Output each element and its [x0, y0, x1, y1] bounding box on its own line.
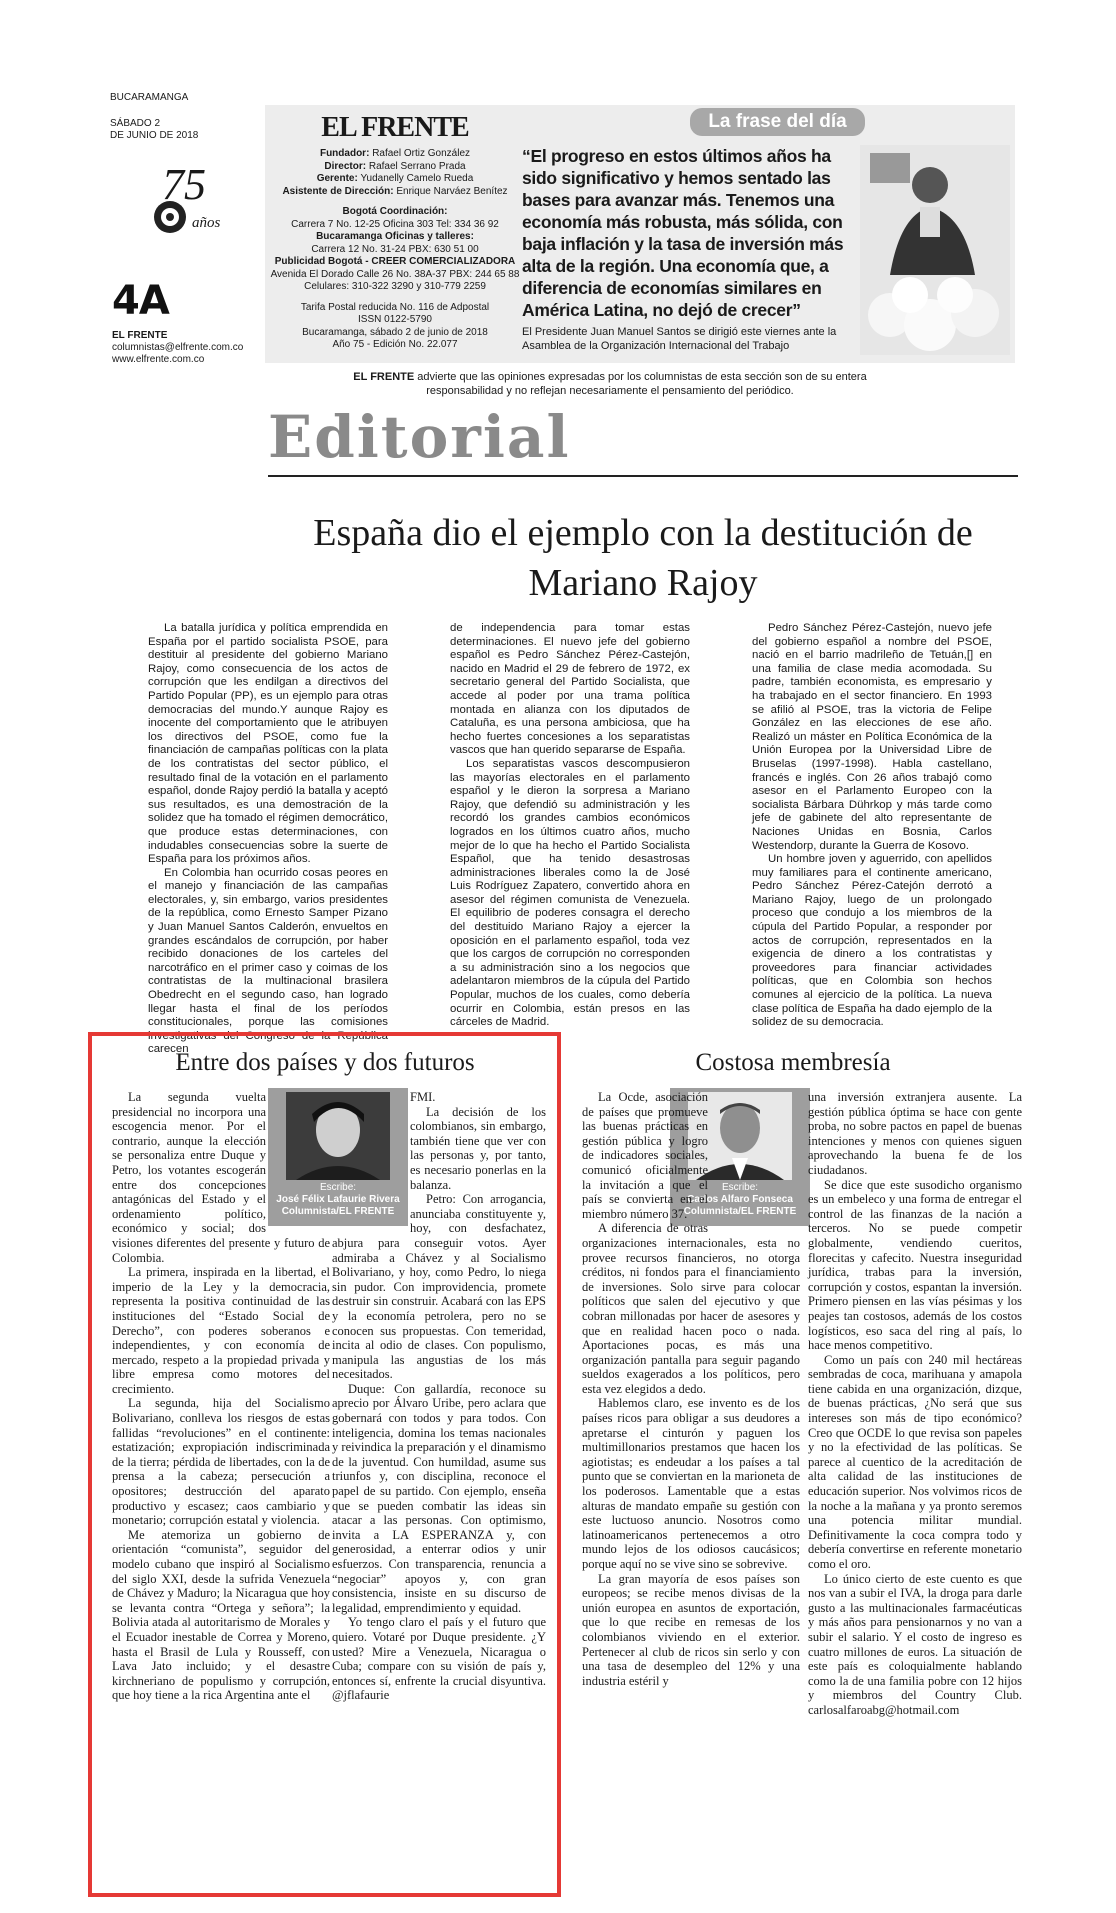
paragraph: Como un país con 240 mil hectáreas sembradas de coca, marihuana y amapola tiene cabida en una organización, dizque, de buenas prácticas, ¿No será que sus intereses son más de tipo económico? Creo que OCDE lo que revisa son papeles y no la efectividad de las políticas. Se parece al cuentico de la acreditación de alta calidad de las instituciones de educación superior. Nos volvimos ricos de la noche a la mañana y ya pronto seremos una potencia militar mundial. Definitivamente la coca compra todo y debería convertirse en referente monetario como el oro. [808, 1352, 1022, 1571]
date-line-2: DE JUNIO DE 2018 [110, 130, 199, 141]
paragraph: La Ocde, asociación de países que promueve las buenas prácticas en gestión pública y logro de indicadores sociales, comunicó oficialmente la invitación a que el país se convierta en el miembro número 37. [582, 1090, 708, 1221]
paragraph: Me atemoriza un gobierno de orientación “comunista”, seguidor del modelo cubano que inspiró al Socialismo del siglo XXI, desde la sufrida Venezuela de Chávez y Maduro; la Nicaragua que hoy se levanta contra “Ortega y señora”; la Bolivia atada al autoritarismo de Morales y el Ecuador inestable de Correa y Moreno, hasta el Brasil de Lula y Rousseff, con Lava Jato incluido; y el desastre kirchneriano de populismo y corrupción, que hoy tiene a la rica Argentina ante el [112, 1527, 330, 1703]
paragraph: En Colombia han ocurrido cosas peores en el manejo y financiación de las campañas electorales, y, sin embargo, varios presidentes de la república, como Ernesto Samper Pizano y Juan Manuel Santos Calderón, envueltos en grandes escándalos de corrupción, por haber recibido donaciones de los carteles del narcotráfico en el primer caso y coimas de los contratistas de la multinacional brasilera Obedrecht en el segundo caso, han logrado llegar hasta el final de los períodos constitucionales, porque las comisiones investigativas del Congreso de la República carecen [148, 866, 388, 1056]
section-title: Editorial [268, 403, 571, 471]
pub-address: Avenida El Dorado Calle 26 No. 38A-37 PBX: 244 65 88 [270, 268, 520, 280]
dateline [110, 92, 260, 142]
masthead-info [270, 112, 520, 352]
paragraph: Lo único cierto de este cuento es que nos van a subir el IVA, la droga para darle gusto a las multinacionales farmacéuticas y más años para pensionarnos y no van a subir el salario. Y el costo de ingreso es cuatro millones de euros. La situación de este país es coloquialmente hablando como la de una familia pobre con 12 hijos y miembros del Country Club. carlosalfaroabg@hotmail.com [808, 1571, 1022, 1717]
speaker-silhouette-icon [860, 145, 1010, 355]
paragraph: Hablemos claro, ese invento es de los países ricos para obligar a sus deudores a apretarse el cinturón y paguen los multimillonarios prestamos que hacen los agiotistas; es endeudar a los países a tal punto que se conviertan en la marioneta de los poderosos. Lamentable que a estas alturas de mandato empañe su gestión con este luctuoso anuncio. Nosotros como latinoamericanos pertenecemos a otro mundo lejos de los odiosos caucásicos; porque aquí no se vive sino se sobrevive. [582, 1396, 800, 1571]
pub-title: Publicidad Bogotá - CREER COMERCIALIZADORA [274, 256, 516, 267]
disclaimer: EL FRENTE advierte que las opiniones expresadas por los columnistas de esta sección son de su entera responsabilidad y no reflejan necesariamente el pensamiento del periódico. [353, 371, 867, 397]
frase-del-dia-tab: La frase del día [690, 108, 865, 136]
paragraph: Los separatistas vascos descompusieron las mayorías electorales en el parlamento español y le dieron la sorpresa a Mariano Rajoy, que defendió su administración y les recordó los grandes cambios económicos logrados en los últimos cuatro años, mucho mejor de lo que ha hecho el Partido Socialista Español, que ha tenido desastrosas administraciones liberales como la de José Luis Rodríguez Zapatero, convertido ahora en asesor del régimen comunista de Venezuela. El equilibrio de poderes consagra el derecho del destituido Mariano Rajoy a ejercer la oposición en el parlamento español, toda vez que los cargos de corrupción no corresponden a su administración sino a los negocios que adelantaron miembros de la cúpula del Partido Popular, muchos de los cuales, como debería ocurrir en Colombia, están presos en las cárceles de Madrid. [450, 757, 690, 1029]
anniversary-number: 75 [162, 160, 206, 209]
email-link[interactable]: columnistas@elfrente.com.co [112, 342, 244, 353]
staff-asistente: Asistente de Dirección: Enrique Narváez Benítez [282, 185, 508, 197]
date-line-1: SÁBADO 2 [110, 118, 161, 129]
paragraph: Un hombre joven y aguerrido, con apellidos muy familiares para el continente americano, Pedro Sánchez Pérez-Catejón derrotó a Mariano Rajoy, luego de un prolongado proceso que condujo a los miembros de la cúpula del Partido Popular, a responder por actos de corrupción, representados en la exigencia de dinero a los contratistas y proveedores para financiar actividades políticas, que en Colombia son hechos comunes al ejercicio de la política. La nueva clase política de España ha dado ejemplo de la solidez de su democracia. [752, 853, 992, 1029]
column1-text-a [112, 1090, 330, 1890]
pub-cell: Celulares: 310-322 3290 y 310-779 2259 [304, 281, 486, 292]
paragraph: La segunda, hija del Socialismo Bolivariano, conlleva los riesgos de estas fallidas “revoluciones” en el continente: estatización; expropiación indiscriminada de la tierra; pérdida de libertades, con la de prensa a la cabeza; persecución a opositores; destrucción del aparato productivo y escasez; caos cambiario y monetario; corrupción estatal y violencia. [112, 1396, 330, 1528]
paragraph: FMI. [410, 1090, 436, 1104]
newspaper-logo: EL FRENTE [321, 112, 469, 143]
tarifa-postal: Tarifa Postal reducida No. 116 de Adpostal [300, 301, 490, 313]
paragraph: Yo tengo claro el país y el futuro que quiero. Votaré por Duque presidente. ¿Y usted? Mire a Venezuela, Nicaragua o Cuba; compare con su visión de país y, entonces sí, enfrente la crucial disyuntiva. @jflafaurie [332, 1615, 546, 1703]
paragraph: de independencia para tomar estas determinaciones. El nuevo jefe del gobierno español es Pedro Sánchez Pérez-Castejón, nacido en Madrid el 29 de febrero de 1972, ex secretario general del Partido Socialista, que accede al poder por una trama política montada en alianza con los diputados de Cataluña, es una persona ambiciosa, que ha hecho fuertes concesiones a los separatistas vascos que han querido separarse de España. [450, 622, 690, 757]
city: BUCARAMANGA [110, 92, 189, 103]
issue-edition: Año 75 - Edición No. 22.077 [332, 339, 458, 350]
column2-text-a [582, 1090, 800, 1890]
bogota-address: Carrera 7 No. 12-25 Oficina 303 Tel: 334 36 92 [291, 218, 499, 230]
bogota-title: Bogotá Coordinación: [342, 206, 448, 217]
author-name: Carlos Alfaro Fonseca [687, 1194, 793, 1205]
speaker-photo [860, 145, 1010, 355]
column2-title: Costosa membresía [695, 1049, 891, 1076]
author-role: Columnista/EL FRENTE [683, 1206, 797, 1217]
staff-gerente: Gerente: Yudanelly Camelo Rueda [316, 173, 474, 184]
author-label: Escribe: [319, 1182, 357, 1193]
author-name: José Félix Lafaurie Rivera [276, 1194, 400, 1205]
section-rule [268, 475, 1018, 477]
page-number: 4A [112, 278, 169, 324]
paragraph: La decisión de los colombianos, sin embargo, también tiene que ver con las personas y, por tanto, es necesario ponerlas en la balanza. [410, 1104, 546, 1192]
anniversary-logo [150, 160, 230, 243]
paragraph: La primera, inspirada en la libertad, el imperio de la Ley y la democracia, representa la positiva continuidad de las instituciones del “Estado Social de Derecho”, con poderes soberanos e independientes, y con economía de mercado, respeto a la propiedad privada y libre empresa como motores del crecimiento. [112, 1265, 330, 1396]
author-role: Columnista/EL FRENTE [281, 1206, 395, 1217]
paragraph: A diferencia de otras organizaciones internacionales, esta no provee recursos financieros, no otorga créditos, ni fondos para el financiamiento de inversiones. Solo sirve para colocar políticos que salen del ejecutivo y que cobran millonadas por hacer de asesores y que en realidad hacen poco o nada. Aportaciones pocas, es más una organización pantalla para seguir pagando sueldos exagerados a los políticos, pero esta vez elegidos a dedo. [582, 1221, 800, 1396]
column1-text-b [332, 1090, 546, 1890]
paragraph: La gran mayoría de esos países son europeos; se recibe menos divisas de la unión europea en asuntos de exportación, que lo que recibe en remesas de los colombianos viviendo en el exterior. Pertenecer al club de ricos sin serlo y con una tasa de desempleo del 12% y una industria estéril y [582, 1571, 800, 1688]
paragraph: Petro: Con arrogancia, anunciaba constituyente y, hoy, con desfachatez, abjura para conseguir votos. Ayer admiraba a Chávez y al Socialismo Bolivariano, y hoy, como Pedro, lo niega sin pudor. Con improvidencia, promete destruir sin construir. Acabará con las EPS y la economía petrolera, pero no se conocen sus propuestas. Con temeridad, incita al odio de clases. Con populismo, manipula las angustias de los más necesitados. [332, 1192, 546, 1382]
staff-fundador: Fundador: Rafael Ortiz González [319, 148, 471, 159]
issue-date: Bucaramanga, sábado 2 de junio de 2018 [302, 326, 488, 338]
paper-name: EL FRENTE [112, 330, 168, 341]
paragraph: La batalla jurídica y política emprendida en España por el partido socialista PSOE, para destituir al presidente del gobierno Mariano Rajoy, como consecuencia de los actos de corrupción que les endilgan a directivos del Partido Popular (PP), es un ejemplo para otras democracias del mundo.Y aunque Rajoy es inocente del comportamiento que le atribuyen los directivos del PSOE, como fue la financiación de campañas políticas con la plata de los contratistas del sector público, el resultado final de la votación en el parlamento español, donde Rajoy perdió la batalla y aceptó sus resultados, es una demostración de la solidez que ha tomado el régimen democrático, que produce estas determinaciones, con indudables consecuencias sobre la suerte de España para los próximos años. [148, 622, 389, 866]
column1-title: Entre dos países y dos futuros [175, 1049, 475, 1076]
bga-address: Carrera 12 No. 31-24 PBX: 630 51 00 [311, 243, 479, 255]
editorial-col-1 [148, 622, 388, 1057]
editorial-headline: España dio el ejemplo con la destitución de Mariano Rajoy [313, 512, 973, 604]
paragraph: Se dice que este susodicho organismo es un embeleco y una forma de entregar el control de las finanzas de la nación a terceros. No se puede competir globalmente, vendiendo cueritos, florecitas y cafecito. Nuestra inseguridad jurídica, trabas para la inversión, corrupción y costos, espantan la inversión. Primero piensen en las vías pésimas y los peajes tan costosos, además de los costos logísticos, eso saca del ring al país, lo hace menos competitivo. [808, 1177, 1022, 1353]
staff-director: Director: Rafael Serrano Prada [324, 160, 466, 172]
paragraph: Duque: Con gallardía, reconoce su aprecio por Álvaro Uribe, pero aclara que gobernará con todos y para todos. Con inteligencia, domina los temas nacionales y reivindica la preparación y el dinamismo de la juventud. Con humildad, asume sus triunfos y, con disciplina, reconoce el papel de su partido. Con ejemplo, enseña que se pueden combatir las ideas sin atacar a las personas. Con optimismo, invita a LA ESPERANZA y, con generosidad, a enterrar odios y unir esfuerzos. Con transparencia, renuncia a “negociar” apoyos y, con gran consistencia, insiste en su discurso de legalidad, emprendimiento y equidad. [332, 1381, 546, 1615]
quote-of-day: “El progreso en estos últimos años ha sido significativo y hemos sentado las bases para avanzar más. Tenemos una economía más robusta, más sólida, con baja inflación y la tasa de inversión más alta de la región. Una economía que, a diferencia de economías similares en América Latina, no dejó de crecer” [522, 146, 844, 320]
paragraph: La segunda vuelta presidencial no incorpora una escogencia menor. Por el contrario, aunque la elección se personaliza entre Duque y Petro, los votantes escogerán entre dos concepciones antagónicas del Estado y el ordenamiento político, económico y social; dos visiones diferentes del presente y futuro de Colombia. [112, 1090, 330, 1265]
editorial-col-3 [752, 622, 992, 1030]
editorial-col-2 [450, 622, 690, 1030]
author-label: Escribe: [721, 1182, 759, 1193]
anniversary-word: años [192, 215, 221, 231]
issn: ISSN 0122-5790 [358, 314, 432, 325]
quote-caption: El Presidente Juan Manuel Santos se dirigió este viernes ante la Asamblea de la Organización Internacional del Trabajo [522, 326, 837, 352]
paragraph: una inversión extranjera ausente. La gestión pública óptima se hace con gente proba, no sobre pactos en papel de buenas intenciones y menos con quienes siguen aprovechando la buena fe de los ciudadanos. [808, 1090, 1022, 1177]
column2-text-b [808, 1090, 1022, 1890]
bga-title: Bucaramanga Oficinas y talleres: [316, 231, 474, 242]
contact-block [112, 330, 262, 366]
paragraph: Pedro Sánchez Pérez-Castejón, nuevo jefe del gobierno español a nombre del PSOE, nació en el barrio madrileño de Tetuán,[] en una familia de clase media acomodada. Su padre, también economista, es empresario y ha trabajado en el sector financiero. En 1993 se afilió al PSOE, tras la victoria de Felipe González en las elecciones de ese año. Realizó un máster en Política Económica de la Unión Europea por la Universidad Libre de Bruselas (1997-1998). Habla castellano, francés e inglés. Con 26 años trabajó como asesor en el Parlamento Europeo con la socialista Bárbara Dührkop y más tarde como jefe de gabinete del alto representante de Naciones Unidas en Bosnia, Carlos Westendorp, durante la Guerra de Kosovo. [752, 622, 992, 852]
web-link[interactable]: www.elfrente.com.co [112, 354, 205, 365]
